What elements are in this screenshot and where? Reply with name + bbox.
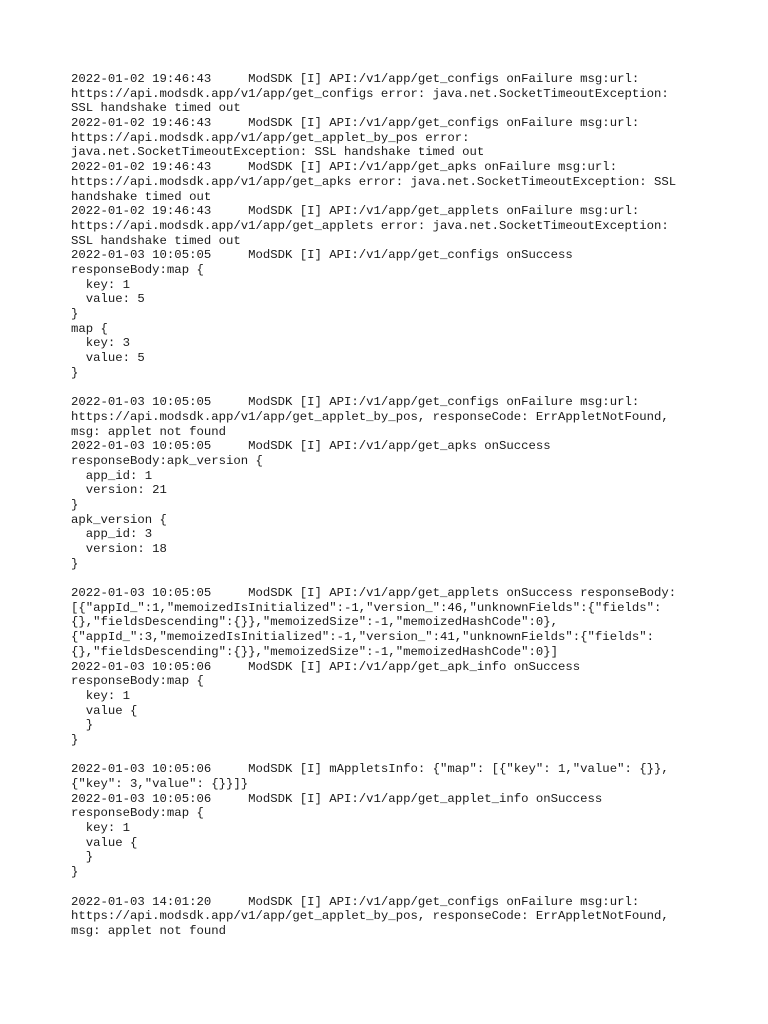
log-line: 2022-01-02 19:46:43 ModSDK [I] API:/v1/app/get_apks onFailure msg:url:	[71, 160, 618, 175]
log-line: {"appId_":3,"memoizedIsInitialized":-1,"version_":41,"unknownFields":{"fields":	[71, 630, 654, 645]
log-line: }	[71, 732, 79, 747]
log-document	[71, 72, 711, 939]
log-line: value {	[71, 835, 138, 850]
log-line: https://api.modsdk.app/v1/app/get_apks error: java.net.SocketTimeoutException: SSL	[71, 174, 677, 189]
log-line: }	[71, 556, 79, 571]
log-lines	[71, 72, 711, 939]
log-line: map {	[71, 321, 108, 336]
log-line: {"key": 3,"value": {}}]}	[71, 777, 249, 791]
log-line: 2022-01-02 19:46:43 ModSDK [I] API:/v1/app/get_applets onFailure msg:url:	[71, 204, 640, 219]
log-line: [{"appId_":1,"memoizedIsInitialized":-1,"version_":46,"unknownFields":{"fields":	[71, 600, 662, 615]
log-line: }	[71, 865, 79, 880]
log-line: key: 1	[71, 277, 131, 292]
blank-line	[71, 571, 711, 586]
log-line: 2022-01-03 14:01:20 ModSDK [I] API:/v1/app/get_configs onFailure msg:url:	[71, 894, 640, 909]
log-line: responseBody:map {	[71, 806, 204, 821]
log-line: msg: applet not found	[71, 424, 226, 439]
log-line: 2022-01-03 10:05:05 ModSDK [I] API:/v1/app/get_applets onSuccess responseBody:	[71, 586, 677, 601]
log-line: version: 18	[71, 542, 167, 556]
log-line: }	[71, 365, 79, 380]
log-line: https://api.modsdk.app/v1/app/get_applet_by_pos, responseCode: ErrAppletNotFound,	[71, 909, 669, 924]
log-line: 2022-01-02 19:46:43 ModSDK [I] API:/v1/app/get_configs onFailure msg:url:	[71, 116, 640, 131]
log-line: key: 1	[71, 688, 131, 703]
log-line: 2022-01-03 10:05:06 ModSDK [I] API:/v1/app/get_apk_info onSuccess	[71, 659, 581, 674]
log-line: 2022-01-03 10:05:05 ModSDK [I] API:/v1/app/get_apks onSuccess	[71, 439, 551, 454]
log-line: {},"fieldsDescending":{}},"memoizedSize":-1,"memoizedHashCode":0}]	[71, 644, 559, 659]
log-line: https://api.modsdk.app/v1/app/get_applet_by_pos error:	[71, 130, 470, 145]
log-line: app_id: 3	[71, 527, 153, 542]
log-line: key: 1	[71, 821, 131, 836]
log-line: https://api.modsdk.app/v1/app/get_applet_by_pos, responseCode: ErrAppletNotFound,	[71, 409, 669, 424]
log-line: https://api.modsdk.app/v1/app/get_configs error: java.net.SocketTimeoutException:	[71, 86, 669, 101]
log-line: }	[71, 307, 79, 321]
log-line: 2022-01-03 10:05:06 ModSDK [I] mAppletsInfo: {"map": [{"key": 1,"value": {}},	[71, 762, 669, 777]
log-line: 2022-01-02 19:46:43 ModSDK [I] API:/v1/app/get_configs onFailure msg:url:	[71, 72, 640, 86]
log-line: }	[71, 497, 79, 512]
log-line: https://api.modsdk.app/v1/app/get_applets error: java.net.SocketTimeoutException:	[71, 218, 669, 233]
log-line: key: 3	[71, 336, 131, 351]
log-line: responseBody:map {	[71, 674, 204, 689]
log-line: app_id: 1	[71, 468, 153, 483]
log-line: SSL handshake timed out	[71, 233, 241, 248]
log-line: version: 21	[71, 483, 167, 498]
log-line: SSL handshake timed out	[71, 101, 241, 116]
log-line: 2022-01-03 10:05:06 ModSDK [I] API:/v1/app/get_applet_info onSuccess	[71, 791, 603, 806]
log-line: apk_version {	[71, 512, 167, 527]
log-line: handshake timed out	[71, 189, 212, 204]
log-line: responseBody:map {	[71, 262, 204, 277]
log-line: value: 5	[71, 292, 145, 307]
blank-line	[71, 880, 711, 895]
log-line: {},"fieldsDescending":{}},"memoizedSize":-1,"memoizedHashCode":0},	[71, 615, 559, 630]
log-line: responseBody:apk_version {	[71, 453, 263, 468]
log-line: value: 5	[71, 351, 145, 366]
log-line: 2022-01-03 10:05:05 ModSDK [I] API:/v1/app/get_configs onFailure msg:url:	[71, 395, 640, 410]
blank-line	[71, 748, 711, 763]
log-line: java.net.SocketTimeoutException: SSL handshake timed out	[71, 145, 485, 160]
log-line: 2022-01-03 10:05:05 ModSDK [I] API:/v1/app/get_configs onSuccess	[71, 248, 573, 263]
log-line: value {	[71, 703, 138, 718]
log-line: }	[71, 850, 94, 865]
log-line: }	[71, 718, 94, 733]
log-line: msg: applet not found	[71, 923, 226, 938]
blank-line	[71, 380, 711, 395]
